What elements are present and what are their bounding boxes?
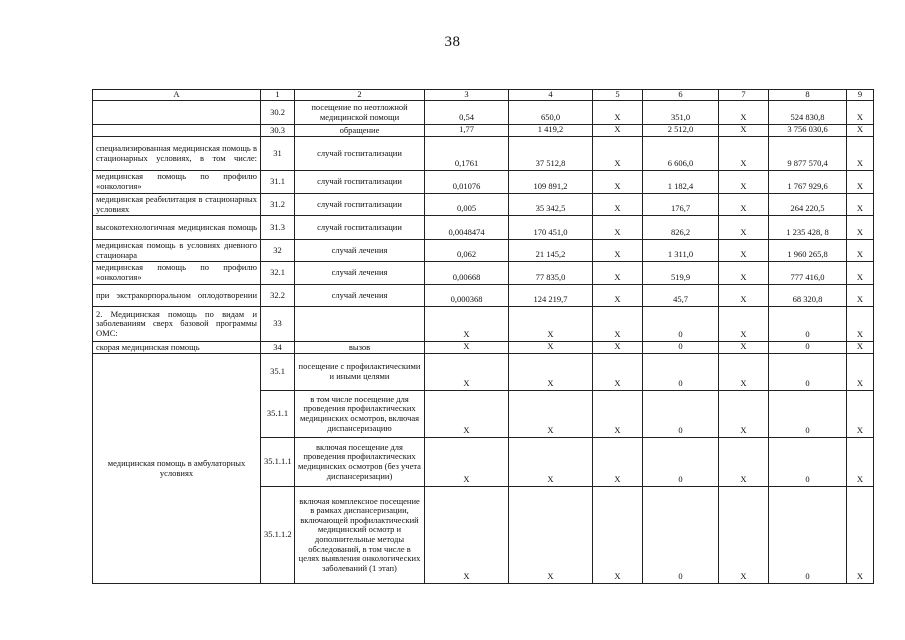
value-cell: Х xyxy=(509,438,593,487)
unit-cell: посещение с профилактическими и иными целями xyxy=(295,354,425,391)
value-cell: 1 419,2 xyxy=(509,125,593,137)
value-cell: 68 320,8 xyxy=(769,285,847,307)
unit-cell: включая посещение для проведения профилактических медицинских осмотров (без учета диспансеризации) xyxy=(295,438,425,487)
value-cell: Х xyxy=(593,342,643,354)
value-cell: Х xyxy=(847,171,874,194)
table-row xyxy=(93,307,874,342)
value-cell: Х xyxy=(719,194,769,216)
value-cell: 0,062 xyxy=(425,240,509,262)
value-cell: Х xyxy=(719,262,769,285)
row-code: 32.2 xyxy=(261,285,295,307)
row-label: 2. Медицинская помощь по видам и заболеваниям сверх базовой программы ОМС: xyxy=(93,307,261,342)
value-cell: 0 xyxy=(769,342,847,354)
row-code: 30.2 xyxy=(261,101,295,125)
row-code: 30.3 xyxy=(261,125,295,137)
value-cell: 109 891,2 xyxy=(509,171,593,194)
value-cell: Х xyxy=(847,194,874,216)
row-label: медицинская помощь в условиях дневного стационара xyxy=(93,240,261,262)
value-cell: Х xyxy=(719,342,769,354)
value-cell: 35 342,5 xyxy=(509,194,593,216)
value-cell: 0,1761 xyxy=(425,137,509,171)
unit-cell: случай лечения xyxy=(295,285,425,307)
value-cell: 777 416,0 xyxy=(769,262,847,285)
value-cell: Х xyxy=(509,307,593,342)
table-row xyxy=(93,285,874,307)
value-cell: Х xyxy=(509,354,593,391)
value-cell: 3 756 030,6 xyxy=(769,125,847,137)
unit-cell xyxy=(295,307,425,342)
value-cell: 1,77 xyxy=(425,125,509,137)
row-label: медицинская помощь по профилю «онкология» xyxy=(93,171,261,194)
value-cell: Х xyxy=(593,438,643,487)
value-cell: Х xyxy=(719,285,769,307)
value-cell: 21 145,2 xyxy=(509,240,593,262)
unit-cell: случай госпитализации xyxy=(295,137,425,171)
value-cell: Х xyxy=(593,262,643,285)
value-cell: 0,005 xyxy=(425,194,509,216)
value-cell: Х xyxy=(593,194,643,216)
value-cell: Х xyxy=(847,391,874,438)
value-cell: Х xyxy=(719,487,769,584)
value-cell: Х xyxy=(425,438,509,487)
value-cell: Х xyxy=(593,171,643,194)
value-cell: Х xyxy=(593,285,643,307)
value-cell: Х xyxy=(425,307,509,342)
value-cell: 2 512,0 xyxy=(643,125,719,137)
table-row xyxy=(93,137,874,171)
unit-cell: посещение по неотложной медицинской помощи xyxy=(295,101,425,125)
value-cell: Х xyxy=(593,101,643,125)
page-number: 38 xyxy=(444,34,461,50)
value-cell: Х xyxy=(593,125,643,137)
row-label: медицинская помощь в амбулаторных условиях xyxy=(93,354,261,584)
value-cell: 9 877 570,4 xyxy=(769,137,847,171)
value-cell: 1 767 929,6 xyxy=(769,171,847,194)
value-cell: Х xyxy=(425,487,509,584)
value-cell: 1 235 428, 8 xyxy=(769,216,847,240)
unit-cell: в том числе посещение для проведения профилактических медицинских осмотров, включая диспансеризацию xyxy=(295,391,425,438)
value-cell: Х xyxy=(425,354,509,391)
value-cell: 170 451,0 xyxy=(509,216,593,240)
value-cell: 0 xyxy=(643,487,719,584)
value-cell: Х xyxy=(509,342,593,354)
value-cell: 0 xyxy=(769,354,847,391)
value-cell: Х xyxy=(719,438,769,487)
value-cell: 45,7 xyxy=(643,285,719,307)
row-code: 34 xyxy=(261,342,295,354)
value-cell: 0 xyxy=(643,391,719,438)
value-cell: 77 835,0 xyxy=(509,262,593,285)
column-header: 7 xyxy=(719,90,769,101)
value-cell: 524 830,8 xyxy=(769,101,847,125)
value-cell: Х xyxy=(847,101,874,125)
value-cell: 0 xyxy=(769,487,847,584)
value-cell: Х xyxy=(847,307,874,342)
value-cell: 351,0 xyxy=(643,101,719,125)
column-header: 9 xyxy=(847,90,874,101)
column-header: 2 xyxy=(295,90,425,101)
row-label-cell xyxy=(93,125,261,137)
value-cell: Х xyxy=(425,342,509,354)
column-header: 8 xyxy=(769,90,847,101)
value-cell: Х xyxy=(719,171,769,194)
value-cell: 1 182,4 xyxy=(643,171,719,194)
column-header: 1 xyxy=(261,90,295,101)
value-cell: Х xyxy=(593,391,643,438)
value-cell: Х xyxy=(719,354,769,391)
row-code: 31 xyxy=(261,137,295,171)
value-cell: Х xyxy=(719,307,769,342)
value-cell: Х xyxy=(719,137,769,171)
value-cell: 0 xyxy=(769,307,847,342)
table-row xyxy=(93,171,874,194)
unit-cell: случай госпитализации xyxy=(295,194,425,216)
unit-cell: случай лечения xyxy=(295,262,425,285)
value-cell: Х xyxy=(593,240,643,262)
unit-cell: случай госпитализации xyxy=(295,171,425,194)
value-cell: 37 512,8 xyxy=(509,137,593,171)
column-header: А xyxy=(93,90,261,101)
value-cell: Х xyxy=(847,487,874,584)
row-code: 35.1 xyxy=(261,354,295,391)
value-cell: 650,0 xyxy=(509,101,593,125)
row-code: 35.1.1.2 xyxy=(261,487,295,584)
table-row xyxy=(93,354,874,391)
value-cell: 124 219,7 xyxy=(509,285,593,307)
row-label: медицинская реабилитация в стационарных условиях xyxy=(93,194,261,216)
row-code: 35.1.1 xyxy=(261,391,295,438)
value-cell: Х xyxy=(847,262,874,285)
table-row xyxy=(93,262,874,285)
value-cell: Х xyxy=(847,342,874,354)
unit-cell: обращение xyxy=(295,125,425,137)
value-cell: 826,2 xyxy=(643,216,719,240)
value-cell: 519,9 xyxy=(643,262,719,285)
value-cell: Х xyxy=(847,137,874,171)
value-cell: Х xyxy=(719,216,769,240)
value-cell: Х xyxy=(847,216,874,240)
value-cell: Х xyxy=(509,487,593,584)
value-cell: Х xyxy=(847,285,874,307)
value-cell: Х xyxy=(719,101,769,125)
value-cell: 1 311,0 xyxy=(643,240,719,262)
value-cell: 0,54 xyxy=(425,101,509,125)
table-header-row xyxy=(93,90,874,101)
value-cell: 6 606,0 xyxy=(643,137,719,171)
row-label: высокотехнологичная медицинская помощь xyxy=(93,216,261,240)
unit-cell: случай госпитализации xyxy=(295,216,425,240)
value-cell: Х xyxy=(847,438,874,487)
table-row xyxy=(93,125,874,137)
row-label: медицинская помощь по профилю «онкология» xyxy=(93,262,261,285)
value-cell: Х xyxy=(593,354,643,391)
table-row xyxy=(93,216,874,240)
table-row xyxy=(93,101,874,125)
unit-cell: случай лечения xyxy=(295,240,425,262)
value-cell: 0,01076 xyxy=(425,171,509,194)
value-cell: Х xyxy=(719,240,769,262)
value-cell: Х xyxy=(593,137,643,171)
value-cell: Х xyxy=(593,216,643,240)
value-cell: Х xyxy=(593,487,643,584)
value-cell: Х xyxy=(593,307,643,342)
value-cell: 1 960 265,8 xyxy=(769,240,847,262)
table-row xyxy=(93,194,874,216)
column-header: 5 xyxy=(593,90,643,101)
row-code: 31.3 xyxy=(261,216,295,240)
row-label: при экстракорпоральном оплодотворении xyxy=(93,285,261,307)
data-table xyxy=(92,89,874,584)
value-cell: Х xyxy=(425,391,509,438)
value-cell: 0 xyxy=(643,307,719,342)
value-cell: Х xyxy=(847,240,874,262)
unit-cell: вызов xyxy=(295,342,425,354)
value-cell: 0,0048474 xyxy=(425,216,509,240)
column-header: 4 xyxy=(509,90,593,101)
value-cell: 0 xyxy=(643,354,719,391)
value-cell: Х xyxy=(847,354,874,391)
row-code: 31.1 xyxy=(261,171,295,194)
table-row xyxy=(93,240,874,262)
row-code: 32.1 xyxy=(261,262,295,285)
value-cell: Х xyxy=(847,125,874,137)
value-cell: Х xyxy=(719,125,769,137)
row-label-cell xyxy=(93,101,261,125)
table-row xyxy=(93,342,874,354)
value-cell: Х xyxy=(719,391,769,438)
row-label: скорая медицинская помощь xyxy=(93,342,261,354)
value-cell: 0 xyxy=(643,342,719,354)
unit-cell: включая комплексное посещение в рамках диспансеризации, включающей профилактический медицинский осмотр и дополнительные методы обследований, в том числе в целях выявления онкологических заболеваний (1 этап) xyxy=(295,487,425,584)
row-label: специализированная медицинская помощь в стационарных условиях, в том числе: xyxy=(93,137,261,171)
row-code: 31.2 xyxy=(261,194,295,216)
value-cell: 0 xyxy=(769,391,847,438)
row-code: 32 xyxy=(261,240,295,262)
row-code: 33 xyxy=(261,307,295,342)
row-code: 35.1.1.1 xyxy=(261,438,295,487)
value-cell: 0,00668 xyxy=(425,262,509,285)
value-cell: 264 220,5 xyxy=(769,194,847,216)
value-cell: 176,7 xyxy=(643,194,719,216)
column-header: 3 xyxy=(425,90,509,101)
value-cell: Х xyxy=(509,391,593,438)
value-cell: 0,000368 xyxy=(425,285,509,307)
column-header: 6 xyxy=(643,90,719,101)
value-cell: 0 xyxy=(769,438,847,487)
value-cell: 0 xyxy=(643,438,719,487)
